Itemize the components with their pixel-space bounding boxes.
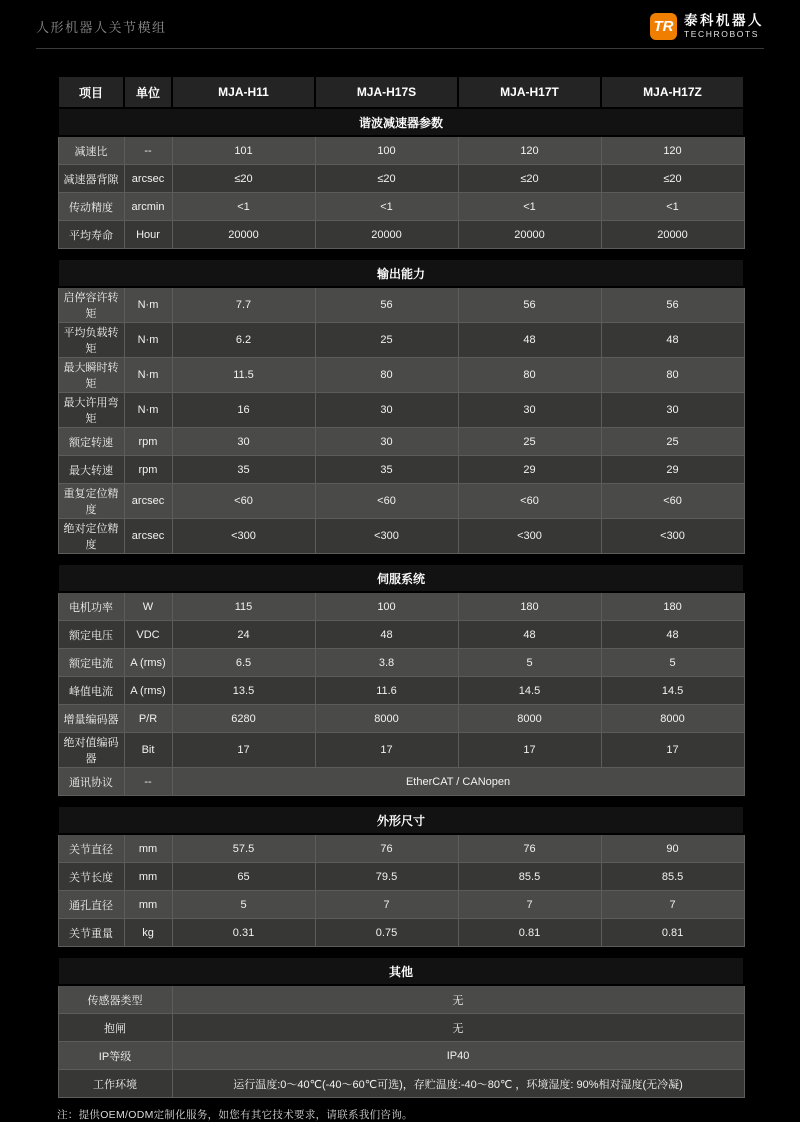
value-cell: 6.2 bbox=[172, 323, 315, 358]
item-cell: 最大转速 bbox=[58, 456, 124, 484]
section-header-row bbox=[58, 108, 744, 136]
value-cell: 0.81 bbox=[458, 919, 601, 947]
footnote: 注：提供OEM/ODM定制化服务，如您有其它技术要求，请联系我们咨询。 bbox=[57, 1109, 413, 1121]
item-cell: 额定转速 bbox=[58, 428, 124, 456]
unit-cell: mm bbox=[124, 891, 172, 919]
unit-cell: arcsec bbox=[124, 519, 172, 554]
value-cell: 30 bbox=[458, 393, 601, 428]
value-cell: <60 bbox=[315, 484, 458, 519]
value-cell: 5 bbox=[458, 649, 601, 677]
value-cell: 76 bbox=[458, 834, 601, 863]
section-header-row bbox=[58, 957, 744, 985]
value-cell: 14.5 bbox=[458, 677, 601, 705]
value-cell: 48 bbox=[601, 323, 744, 358]
value-cell: 48 bbox=[458, 323, 601, 358]
techrobots-logo-icon: TR bbox=[650, 13, 677, 40]
spec-row bbox=[58, 136, 744, 165]
spec-row bbox=[58, 834, 744, 863]
spec-row bbox=[58, 193, 744, 221]
model-column-header: MJA-H17T bbox=[458, 76, 601, 108]
unit-cell: N·m bbox=[124, 393, 172, 428]
value-cell: 6.5 bbox=[172, 649, 315, 677]
item-cell: 传动精度 bbox=[58, 193, 124, 221]
unit-cell: mm bbox=[124, 834, 172, 863]
value-cell: 48 bbox=[601, 621, 744, 649]
section-header-row bbox=[58, 259, 744, 287]
value-cell: <1 bbox=[172, 193, 315, 221]
item-cell: 通讯协议 bbox=[58, 768, 124, 796]
spec-row bbox=[58, 1014, 744, 1042]
value-cell: 8000 bbox=[601, 705, 744, 733]
unit-cell: Bit bbox=[124, 733, 172, 768]
value-cell-span: 运行温度:0～40℃(-40～60℃可选)，存贮温度:-40～80℃ ，环境湿度: 90%相对湿度(无冷凝) bbox=[172, 1070, 744, 1098]
item-cell: 额定电压 bbox=[58, 621, 124, 649]
value-cell: 7 bbox=[315, 891, 458, 919]
spec-row bbox=[58, 484, 744, 519]
unit-cell: A (rms) bbox=[124, 677, 172, 705]
spec-row bbox=[58, 733, 744, 768]
header-bar bbox=[36, 0, 764, 42]
item-cell: IP等级 bbox=[58, 1042, 172, 1070]
value-cell: 13.5 bbox=[172, 677, 315, 705]
value-cell: 25 bbox=[458, 428, 601, 456]
value-cell: <300 bbox=[601, 519, 744, 554]
item-cell: 工作环境 bbox=[58, 1070, 172, 1098]
unit-cell: A (rms) bbox=[124, 649, 172, 677]
unit-cell: rpm bbox=[124, 456, 172, 484]
value-cell: ≤20 bbox=[172, 165, 315, 193]
unit-cell: VDC bbox=[124, 621, 172, 649]
section-title: 伺服系统 bbox=[58, 564, 744, 592]
value-cell: 3.8 bbox=[315, 649, 458, 677]
section-header-row bbox=[58, 806, 744, 834]
brand-logo bbox=[650, 13, 764, 40]
brand-name-cn: 泰科机器人 bbox=[684, 12, 764, 28]
value-cell: 11.5 bbox=[172, 358, 315, 393]
unit-cell: -- bbox=[124, 136, 172, 165]
value-cell-span: EtherCAT / CANopen bbox=[172, 768, 744, 796]
value-cell: 17 bbox=[458, 733, 601, 768]
unit-cell: arcmin bbox=[124, 193, 172, 221]
unit-cell: mm bbox=[124, 863, 172, 891]
unit-cell: rpm bbox=[124, 428, 172, 456]
value-cell: 35 bbox=[315, 456, 458, 484]
value-cell: 65 bbox=[172, 863, 315, 891]
item-cell: 增量编码器 bbox=[58, 705, 124, 733]
value-cell: 20000 bbox=[601, 221, 744, 249]
item-cell: 绝对值编码器 bbox=[58, 733, 124, 768]
model-column-header: MJA-H17Z bbox=[601, 76, 744, 108]
value-cell: ≤20 bbox=[315, 165, 458, 193]
section-title: 外形尺寸 bbox=[58, 806, 744, 834]
item-cell: 重复定位精度 bbox=[58, 484, 124, 519]
value-cell: 25 bbox=[315, 323, 458, 358]
value-cell: 11.6 bbox=[315, 677, 458, 705]
value-cell: 100 bbox=[315, 136, 458, 165]
value-cell-span: 无 bbox=[172, 1014, 744, 1042]
value-cell: 48 bbox=[315, 621, 458, 649]
item-cell: 减速比 bbox=[58, 136, 124, 165]
spec-table bbox=[57, 563, 745, 796]
value-cell: 29 bbox=[601, 456, 744, 484]
unit-cell: -- bbox=[124, 768, 172, 796]
item-cell: 最大许用弯矩 bbox=[58, 393, 124, 428]
spec-row bbox=[58, 768, 744, 796]
value-cell: 0.75 bbox=[315, 919, 458, 947]
column-header: 项目 bbox=[58, 76, 124, 108]
unit-cell: arcsec bbox=[124, 165, 172, 193]
spec-row bbox=[58, 287, 744, 323]
value-cell-span: 无 bbox=[172, 985, 744, 1014]
spec-row bbox=[58, 621, 744, 649]
value-cell: 79.5 bbox=[315, 863, 458, 891]
spec-row bbox=[58, 1070, 744, 1098]
value-cell: 7 bbox=[458, 891, 601, 919]
value-cell-span: IP40 bbox=[172, 1042, 744, 1070]
unit-cell: kg bbox=[124, 919, 172, 947]
value-cell: 8000 bbox=[315, 705, 458, 733]
value-cell: 17 bbox=[601, 733, 744, 768]
value-cell: 17 bbox=[315, 733, 458, 768]
value-cell: 80 bbox=[601, 358, 744, 393]
unit-cell: N·m bbox=[124, 287, 172, 323]
value-cell: 76 bbox=[315, 834, 458, 863]
spec-row bbox=[58, 863, 744, 891]
item-cell: 关节长度 bbox=[58, 863, 124, 891]
value-cell: 14.5 bbox=[601, 677, 744, 705]
item-cell: 最大瞬时转矩 bbox=[58, 358, 124, 393]
unit-cell: N·m bbox=[124, 323, 172, 358]
item-cell: 抱闸 bbox=[58, 1014, 172, 1042]
value-cell: ≤20 bbox=[601, 165, 744, 193]
value-cell: 30 bbox=[601, 393, 744, 428]
section-title: 输出能力 bbox=[58, 259, 744, 287]
spec-row bbox=[58, 358, 744, 393]
brand-text bbox=[684, 13, 764, 39]
value-cell: 180 bbox=[601, 592, 744, 621]
value-cell: 120 bbox=[458, 136, 601, 165]
model-column-header: MJA-H11 bbox=[172, 76, 315, 108]
value-cell: 85.5 bbox=[458, 863, 601, 891]
item-cell: 峰值电流 bbox=[58, 677, 124, 705]
value-cell: 56 bbox=[601, 287, 744, 323]
unit-cell: Hour bbox=[124, 221, 172, 249]
value-cell: 6280 bbox=[172, 705, 315, 733]
spec-row bbox=[58, 456, 744, 484]
value-cell: 16 bbox=[172, 393, 315, 428]
value-cell: <300 bbox=[458, 519, 601, 554]
value-cell: 30 bbox=[315, 428, 458, 456]
spec-row bbox=[58, 519, 744, 554]
spec-row bbox=[58, 919, 744, 947]
value-cell: 20000 bbox=[458, 221, 601, 249]
value-cell: <60 bbox=[172, 484, 315, 519]
item-cell: 启停容许转矩 bbox=[58, 287, 124, 323]
value-cell: 24 bbox=[172, 621, 315, 649]
value-cell: <1 bbox=[315, 193, 458, 221]
spec-row bbox=[58, 221, 744, 249]
item-cell: 减速器背隙 bbox=[58, 165, 124, 193]
value-cell: 85.5 bbox=[601, 863, 744, 891]
header-divider bbox=[36, 48, 764, 49]
spec-table bbox=[57, 258, 745, 554]
spec-table bbox=[57, 956, 745, 1098]
item-cell: 关节直径 bbox=[58, 834, 124, 863]
section-title: 谐波减速器参数 bbox=[58, 108, 744, 136]
item-cell: 关节重量 bbox=[58, 919, 124, 947]
column-header: 单位 bbox=[124, 76, 172, 108]
value-cell: 8000 bbox=[458, 705, 601, 733]
spec-row bbox=[58, 677, 744, 705]
unit-cell: arcsec bbox=[124, 484, 172, 519]
unit-cell: P/R bbox=[124, 705, 172, 733]
value-cell: <60 bbox=[458, 484, 601, 519]
spec-row bbox=[58, 393, 744, 428]
section-title: 其他 bbox=[58, 957, 744, 985]
spec-table bbox=[57, 75, 745, 249]
value-cell: <1 bbox=[458, 193, 601, 221]
value-cell: 30 bbox=[172, 428, 315, 456]
value-cell: 80 bbox=[315, 358, 458, 393]
section-header-row bbox=[58, 564, 744, 592]
value-cell: 5 bbox=[172, 891, 315, 919]
value-cell: 5 bbox=[601, 649, 744, 677]
spec-row bbox=[58, 891, 744, 919]
item-cell: 平均负载转矩 bbox=[58, 323, 124, 358]
brand-name-en: TECHROBOTS bbox=[684, 29, 760, 40]
value-cell: <60 bbox=[601, 484, 744, 519]
spec-row bbox=[58, 592, 744, 621]
value-cell: 101 bbox=[172, 136, 315, 165]
spec-row bbox=[58, 428, 744, 456]
item-cell: 电机功率 bbox=[58, 592, 124, 621]
page-title: 人形机器人关节模组 bbox=[36, 19, 167, 35]
value-cell: 30 bbox=[315, 393, 458, 428]
column-header-row bbox=[58, 76, 744, 108]
value-cell: 90 bbox=[601, 834, 744, 863]
spec-row bbox=[58, 1042, 744, 1070]
item-cell: 传感器类型 bbox=[58, 985, 172, 1014]
item-cell: 额定电流 bbox=[58, 649, 124, 677]
spec-row bbox=[58, 705, 744, 733]
unit-cell: W bbox=[124, 592, 172, 621]
item-cell: 绝对定位精度 bbox=[58, 519, 124, 554]
item-cell: 平均寿命 bbox=[58, 221, 124, 249]
value-cell: <1 bbox=[601, 193, 744, 221]
spec-row bbox=[58, 649, 744, 677]
spec-table bbox=[57, 805, 745, 947]
spec-row bbox=[58, 985, 744, 1014]
value-cell: 115 bbox=[172, 592, 315, 621]
value-cell: 7 bbox=[601, 891, 744, 919]
value-cell: 29 bbox=[458, 456, 601, 484]
value-cell: 20000 bbox=[315, 221, 458, 249]
value-cell: 17 bbox=[172, 733, 315, 768]
value-cell: <300 bbox=[172, 519, 315, 554]
value-cell: 180 bbox=[458, 592, 601, 621]
item-cell: 通孔直径 bbox=[58, 891, 124, 919]
value-cell: 56 bbox=[458, 287, 601, 323]
model-column-header: MJA-H17S bbox=[315, 76, 458, 108]
value-cell: 100 bbox=[315, 592, 458, 621]
unit-cell: N·m bbox=[124, 358, 172, 393]
value-cell: 20000 bbox=[172, 221, 315, 249]
value-cell: 0.31 bbox=[172, 919, 315, 947]
spec-row bbox=[58, 323, 744, 358]
spec-tables bbox=[57, 75, 743, 1098]
value-cell: 7.7 bbox=[172, 287, 315, 323]
value-cell: 0.81 bbox=[601, 919, 744, 947]
value-cell: ≤20 bbox=[458, 165, 601, 193]
value-cell: 57.5 bbox=[172, 834, 315, 863]
spec-row bbox=[58, 165, 744, 193]
value-cell: <300 bbox=[315, 519, 458, 554]
value-cell: 80 bbox=[458, 358, 601, 393]
value-cell: 25 bbox=[601, 428, 744, 456]
value-cell: 35 bbox=[172, 456, 315, 484]
value-cell: 120 bbox=[601, 136, 744, 165]
value-cell: 56 bbox=[315, 287, 458, 323]
value-cell: 48 bbox=[458, 621, 601, 649]
